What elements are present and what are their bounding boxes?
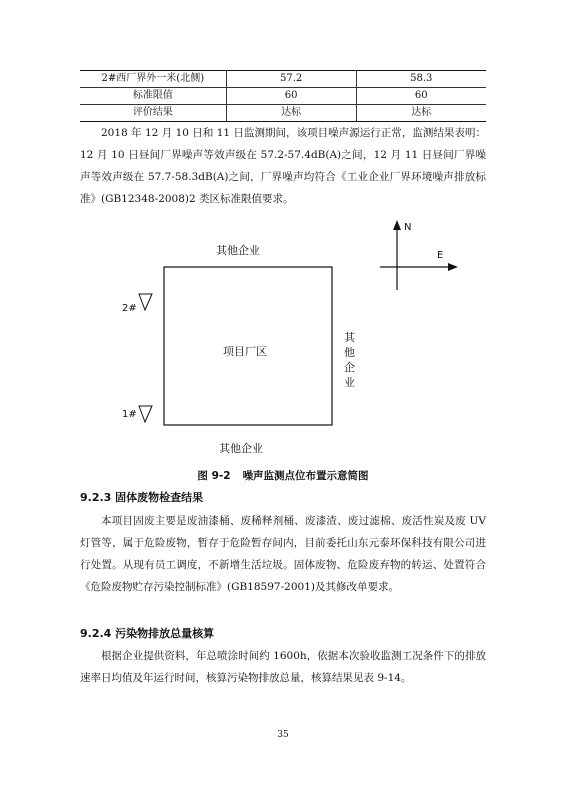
east-label: E [437,250,444,261]
point1-triangle-icon [139,406,152,422]
section-923-body: 本项目固废主要是废油漆桶、废稀释剂桶、废漆渣、废过滤棉、废活性炭及废 UV 灯管等，属于危险废物，暂存于危险暂存间内，目前委托山东元泰环保科技有限公司进行处置。从现有员工调度，不新增生活垃圾。固体废物、危险废弃物的转运、处置符合《危险废物贮存污染控制标准》(GB18597-2001)及其修改单要求。 [80,515,486,593]
figure-caption [0,468,566,483]
monitoring-summary-paragraph: 2018 年 12 月 10 日和 11 日监测期间，该项目噪声源运行正常，监测结果表明：12 月 10 日昼间厂界噪声等效声级在 57.2-57.4dB(A)之间，12 月 11 日昼间厂界噪声等效声级在 57.7-58.3dB(A)之间，厂界噪声均符合《工业企业厂界环境噪声排放标准》(GB12348-2008)2 类区标准限值要求。 [80,127,486,205]
page-number: 35 [277,730,289,740]
table-cell: 达标 [356,105,486,122]
figure-number: 图 9-2 [197,470,231,482]
table-cell: 2#西厂界外一米(北侧) [80,71,226,88]
section-924-heading: 9.2.4 污染物排放总量核算 [80,627,215,640]
diagram-label-top: 其他企业 [216,244,260,257]
table-cell: 60 [226,88,356,105]
section-923-heading: 9.2.3 固体废物检查结果 [80,491,204,504]
figure-title: 噪声监测点位布置示意简图 [242,470,369,482]
point1-label: 1# [122,409,137,420]
table-cell: 标准限值 [80,88,226,105]
table-cell: 达标 [226,105,356,122]
diagram-label-right: 其 他 企 业 [344,331,355,389]
diagram-label-bottom: 其他企业 [219,442,263,455]
point2-triangle-icon [139,294,152,310]
table-cell: 58.3 [356,71,486,88]
north-label: N [404,222,412,233]
diagram-label-center: 项目厂区 [223,345,267,358]
table-cell: 60 [356,88,486,105]
table-cell: 评价结果 [80,105,226,122]
section-924-body: 根据企业提供资料，年总喷涂时间约 1600h，依据本次验收监测工况条件下的排放速率日均值及年运行时间，核算污染物排放总量，核算结果见表 9-14。 [80,650,486,684]
north-arrow-icon [393,220,401,230]
point2-label: 2# [122,303,137,314]
table-cell: 57.2 [226,71,356,88]
east-arrow-icon [448,263,458,271]
